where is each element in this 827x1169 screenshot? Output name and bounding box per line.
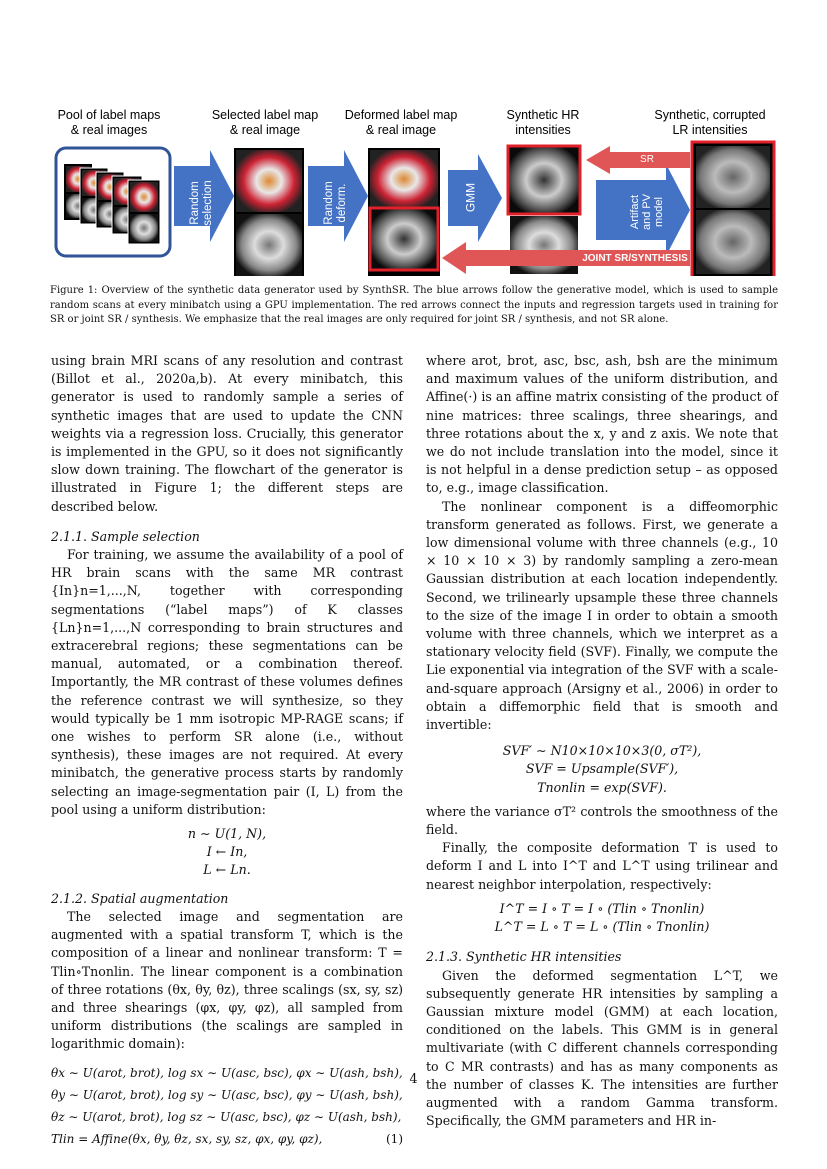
synthetic-hr-image — [508, 146, 580, 214]
label-deformed: Deformed label map & real image — [344, 108, 458, 137]
equation: L ← Ln. — [203, 862, 251, 878]
left-column — [51, 352, 403, 1150]
equation: I ← In, — [206, 844, 248, 860]
figure-caption: Figure 1: Overview of the synthetic data generator used by SynthSR. The blue arrows follow the generative model, which is used to sample random scans at every minibatch using a GPU implementation. The red arrows connect the inputs and regression targets used in training for SR or joint SR / synthesis. We emphasize that the real images are only required for joint SR / synthesis, and not SR alone. — [50, 285, 778, 326]
equation: θy ∼ U(arot, brot), log sy ∼ U(asc, bsc), φy ∼ U(ash, bsh), — [51, 1087, 403, 1102]
equation: L^T = L ∘ T = L ∘ (Tlin ∘ Tnonlin) — [494, 919, 710, 935]
equation: θx ∼ U(arot, brot), log sx ∼ U(asc, bsc), φx ∼ U(ash, bsh), — [51, 1065, 403, 1080]
sr-label: SR — [640, 154, 654, 165]
artifact-label: Artifact and PV model — [629, 193, 665, 231]
page-number: 4 — [409, 1071, 418, 1086]
right-column — [426, 352, 778, 1130]
equation: n ∼ U(1, N), — [187, 826, 267, 842]
section-heading: 2.1.3. Synthetic HR intensities — [426, 949, 622, 965]
section-heading: 2.1.2. Spatial augmentation — [51, 890, 229, 906]
equation: Tlin = Affine(θx, θy, θz, sx, sy, sz, φx, φy, φz), — [51, 1131, 323, 1146]
paragraph: where arot, brot, asc, bsc, ash, bsh are the minimum and maximum values of the uniform distribution, and Affine(·) is an affine matrix consisting of the product of nine matrices: three scalings, three shearings, and three rotations about the x, y and z axis. We note that we do not include translation into the model, since it is not helpful in a dense prediction setup – as opposed to, e.g., image classification. — [426, 353, 778, 496]
label-lr: Synthetic, corrupted LR intensities — [654, 108, 766, 137]
equation: θz ∼ U(arot, brot), log sz ∼ U(asc, bsc), φz ∼ U(ash, bsh), — [51, 1109, 402, 1124]
random-selection-label: Random selection — [189, 180, 214, 226]
paragraph: Given the deformed segmentation L^T, we subsequently generate HR intensities by sampling a Gaussian mixture model (GMM) at each location, conditioned on the labels. This GMM is in general multivariate (with C different channels corresponding to C MR contrasts) and has as many components as the number of classes K. The intensities are further augmented with a random Gamma transform. Specifically, the GMM parameters and HR in- — [426, 967, 778, 1129]
paragraph: For training, we assume the availability of a pool of HR brain scans with the same MR contrast {In}n=1,...,N, together with corresponding segmentations (“label maps”) of K classes {Ln}n=1,...,N corresponding to brain structures and extracerebral regions; these segmentations can be manual, automated, or a combination thereof. Importantly, the MR contrast of these volumes defines the reference contrast we will synthesize, so they would typically be 1 mm isotropic MP-RAGE scans; if one wishes to perform SR alone (i.e., without synthesis), these images are not required. At every minibatch, the generative process starts by randomly selecting an image-segmentation pair (I, L) from the pool using a uniform distribution: — [51, 547, 403, 817]
paragraph: Finally, the composite deformation T is used to deform I and L into I^T and L^T using trilinear and nearest neighbor interpolation, respectively: — [426, 840, 778, 892]
paragraph: The nonlinear component is a diffeomorphic transform generated as follows. First, we generate a low dimensional volume with three channels (e.g., 10 × 10 × 10 × 3) by randomly sampling a zero-mean Gaussian distribution at each location independently. Second, we trilinearly upsample these three channels to the size of the image I in order to obtain a smooth volume with three channels, which we interpret as a stationary velocity field (SVF). Finally, we compute the Lie exponential via integration of the SVF with a scale-and-square approach (Arsigny et al., 2006) in order to obtain a diffemorphic field that is smooth and invertible: — [426, 498, 778, 733]
equation: I^T = I ∘ T = I ∘ (Tlin ∘ Tnonlin) — [499, 900, 705, 916]
equation: SVF′ ∼ N10×10×10×3(0, σT²), — [502, 743, 702, 759]
equation: Tnonlin = exp(SVF). — [537, 779, 667, 795]
figure-1 — [50, 108, 780, 276]
paragraph: where the variance σT² controls the smoothness of the field. — [426, 803, 778, 838]
label-pool: Pool of label maps & real images — [57, 108, 161, 137]
paragraph: The selected image and segmentation are augmented with a spatial transform T, which is the composition of a linear and nonlinear transform: T = Tlin∘Tnonlin. The linear component is a combination of three rotations (θx, θy, θz), three scalings (sx, sy, sz) and three shearings (φx, φy, φz), all sampled from uniform distributions (the scalings are sampled in logarithmic domain): — [51, 908, 403, 1052]
equation-number: (1) — [386, 1131, 403, 1146]
paragraph: using brain MRI scans of any resolution and contrast (Billot et al., 2020a,b). At every minibatch, this generator is used to randomly sample a series of synthetic images that are used to update the CNN weights via a regression loss. Crucially, this generator is implemented in the GPU, so it does not significantly slow down training. The flowchart of the generator is illustrated in Figure 1; the different steps are described below. — [51, 353, 403, 514]
gmm-label: GMM — [463, 182, 478, 213]
section-heading: 2.1.1. Sample selection — [51, 528, 200, 544]
random-deform-label: Random deform. — [323, 181, 348, 225]
joint-label: JOINT SR/SYNTHESIS — [582, 253, 688, 264]
label-selected: Selected label map & real image — [211, 108, 319, 137]
equation: SVF = Upsample(SVF′), — [525, 761, 679, 777]
label-hr: Synthetic HR intensities — [506, 108, 580, 137]
